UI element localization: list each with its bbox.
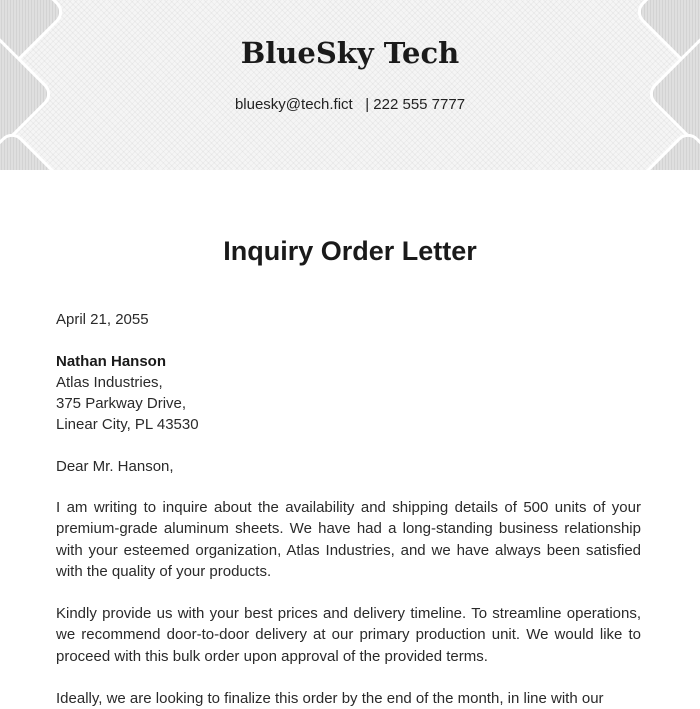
contact-line — [0, 96, 700, 113]
body-paragraph-2: Kindly provide us with your best prices and delivery timeline. To streamline operations, we recommend door-to-door delivery at our primary production unit. We would like to proceed with this bulk order upon approval of the provided terms. — [56, 605, 641, 665]
recipient-street: 375 Parkway Drive, — [56, 395, 187, 412]
body-paragraph-1: I am writing to inquire about the availability and shipping details of 500 units of your premium-grade aluminum sheets. We have had a long-standing business relationship with your esteemed organization, Atlas Industries, and we have always been satisfied with the quality of your products. — [56, 499, 641, 580]
letter-title: Inquiry Order Letter — [223, 236, 477, 266]
recipient-name: Nathan Hanson — [56, 353, 167, 370]
decorative-diamond-bottom-right — [620, 128, 700, 170]
salutation: Dear Mr. Hanson, — [56, 458, 174, 475]
contact-phone: | 222 555 7777 — [365, 96, 466, 113]
body-paragraph-3: Ideally, we are looking to finalize this order by the end of the month, in line with our — [56, 690, 604, 707]
company-name: BlueSky Tech — [240, 36, 460, 70]
letter-date: April 21, 2055 — [56, 311, 149, 328]
decorative-diamond-bottom-left — [0, 128, 80, 170]
recipient-city: Linear City, PL 43530 — [56, 416, 199, 433]
recipient-company: Atlas Industries, — [56, 374, 163, 391]
letterhead — [0, 0, 700, 170]
contact-email: bluesky@tech.fict — [234, 96, 353, 113]
